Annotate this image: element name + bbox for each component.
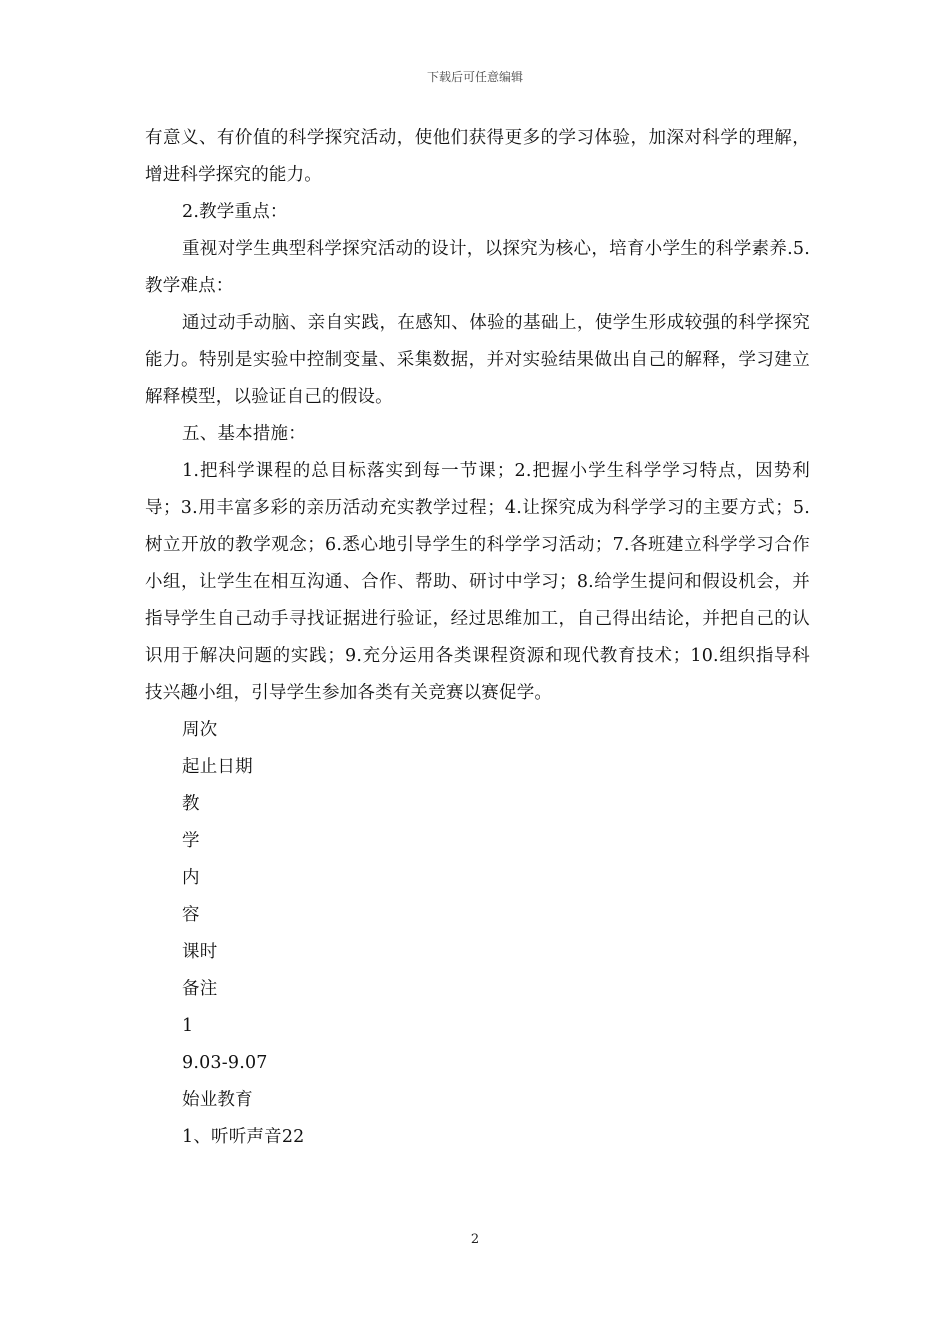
page-header: 下载后可任意编辑 [426,70,523,84]
table-cell-content-header-2: 学 [182,831,200,851]
paragraph-basic-measures: 1.把科学课程的总目标落实到每一节课；2.把握小学生科学学习特点，因势利导；3.用丰富多彩的亲历活动充实教学过程；4.让探究成为科学学习的主要方式；5.树立开放的教学观念；6.悉心地引导学生的科学学习活动；7.各班建立科学学习合作小组，让学生在相互沟通、合作、帮助、研讨中学习；8.给学生提问和假设机会，并指导学生自己动手寻找证据进行验证，经过思维加工，自己得出结论，并把自己的认识用于解决问题的实践；9.充分运用各类课程资源和现代教育技术；10.组织指导科技兴趣小组，引导学生参加各类有关竞赛以赛促学。 [145,461,810,703]
heading-basic-measures: 五、基本措施： [182,424,306,444]
paragraph-teaching-difficulty: 通过动手动脑、亲自实践，在感知、体验的基础上，使学生形成较强的科学探究能力。特别是实验中控制变量、采集数据，并对实验结果做出自己的解释，学习建立解释模型，以验证自己的假设。 [145,313,810,407]
paragraph-continuation: 有意义、有价值的科学探究活动，使他们获得更多的学习体验，加深对科学的理解，增进科学探究的能力。 [145,128,810,185]
heading-teaching-focus: 2.教学重点： [182,202,288,222]
table-cell-content-header-4: 容 [182,905,200,925]
table-cell-week-header: 周次 [182,720,218,740]
table-cell-date-header: 起止日期 [182,757,253,777]
page-number: 2 [470,1232,480,1247]
table-cell-content-2: 1、听听声音22 [182,1127,305,1147]
table-cell-content-1: 始业教育 [182,1090,253,1110]
table-cell-notes-header: 备注 [182,979,218,999]
table-cell-content-header-1: 教 [182,794,200,814]
table-cell-hours-header: 课时 [182,942,218,962]
paragraph-teaching-focus: 重视对学生典型科学探究活动的设计，以探究为核心，培育小学生的科学素养.5.教学难点： [145,239,810,296]
table-cell-week-1: 1 [182,1016,194,1036]
document-body [145,120,810,1156]
table-cell-date-1: 9.03-9.07 [182,1053,268,1073]
table-cell-content-header-3: 内 [182,868,200,888]
